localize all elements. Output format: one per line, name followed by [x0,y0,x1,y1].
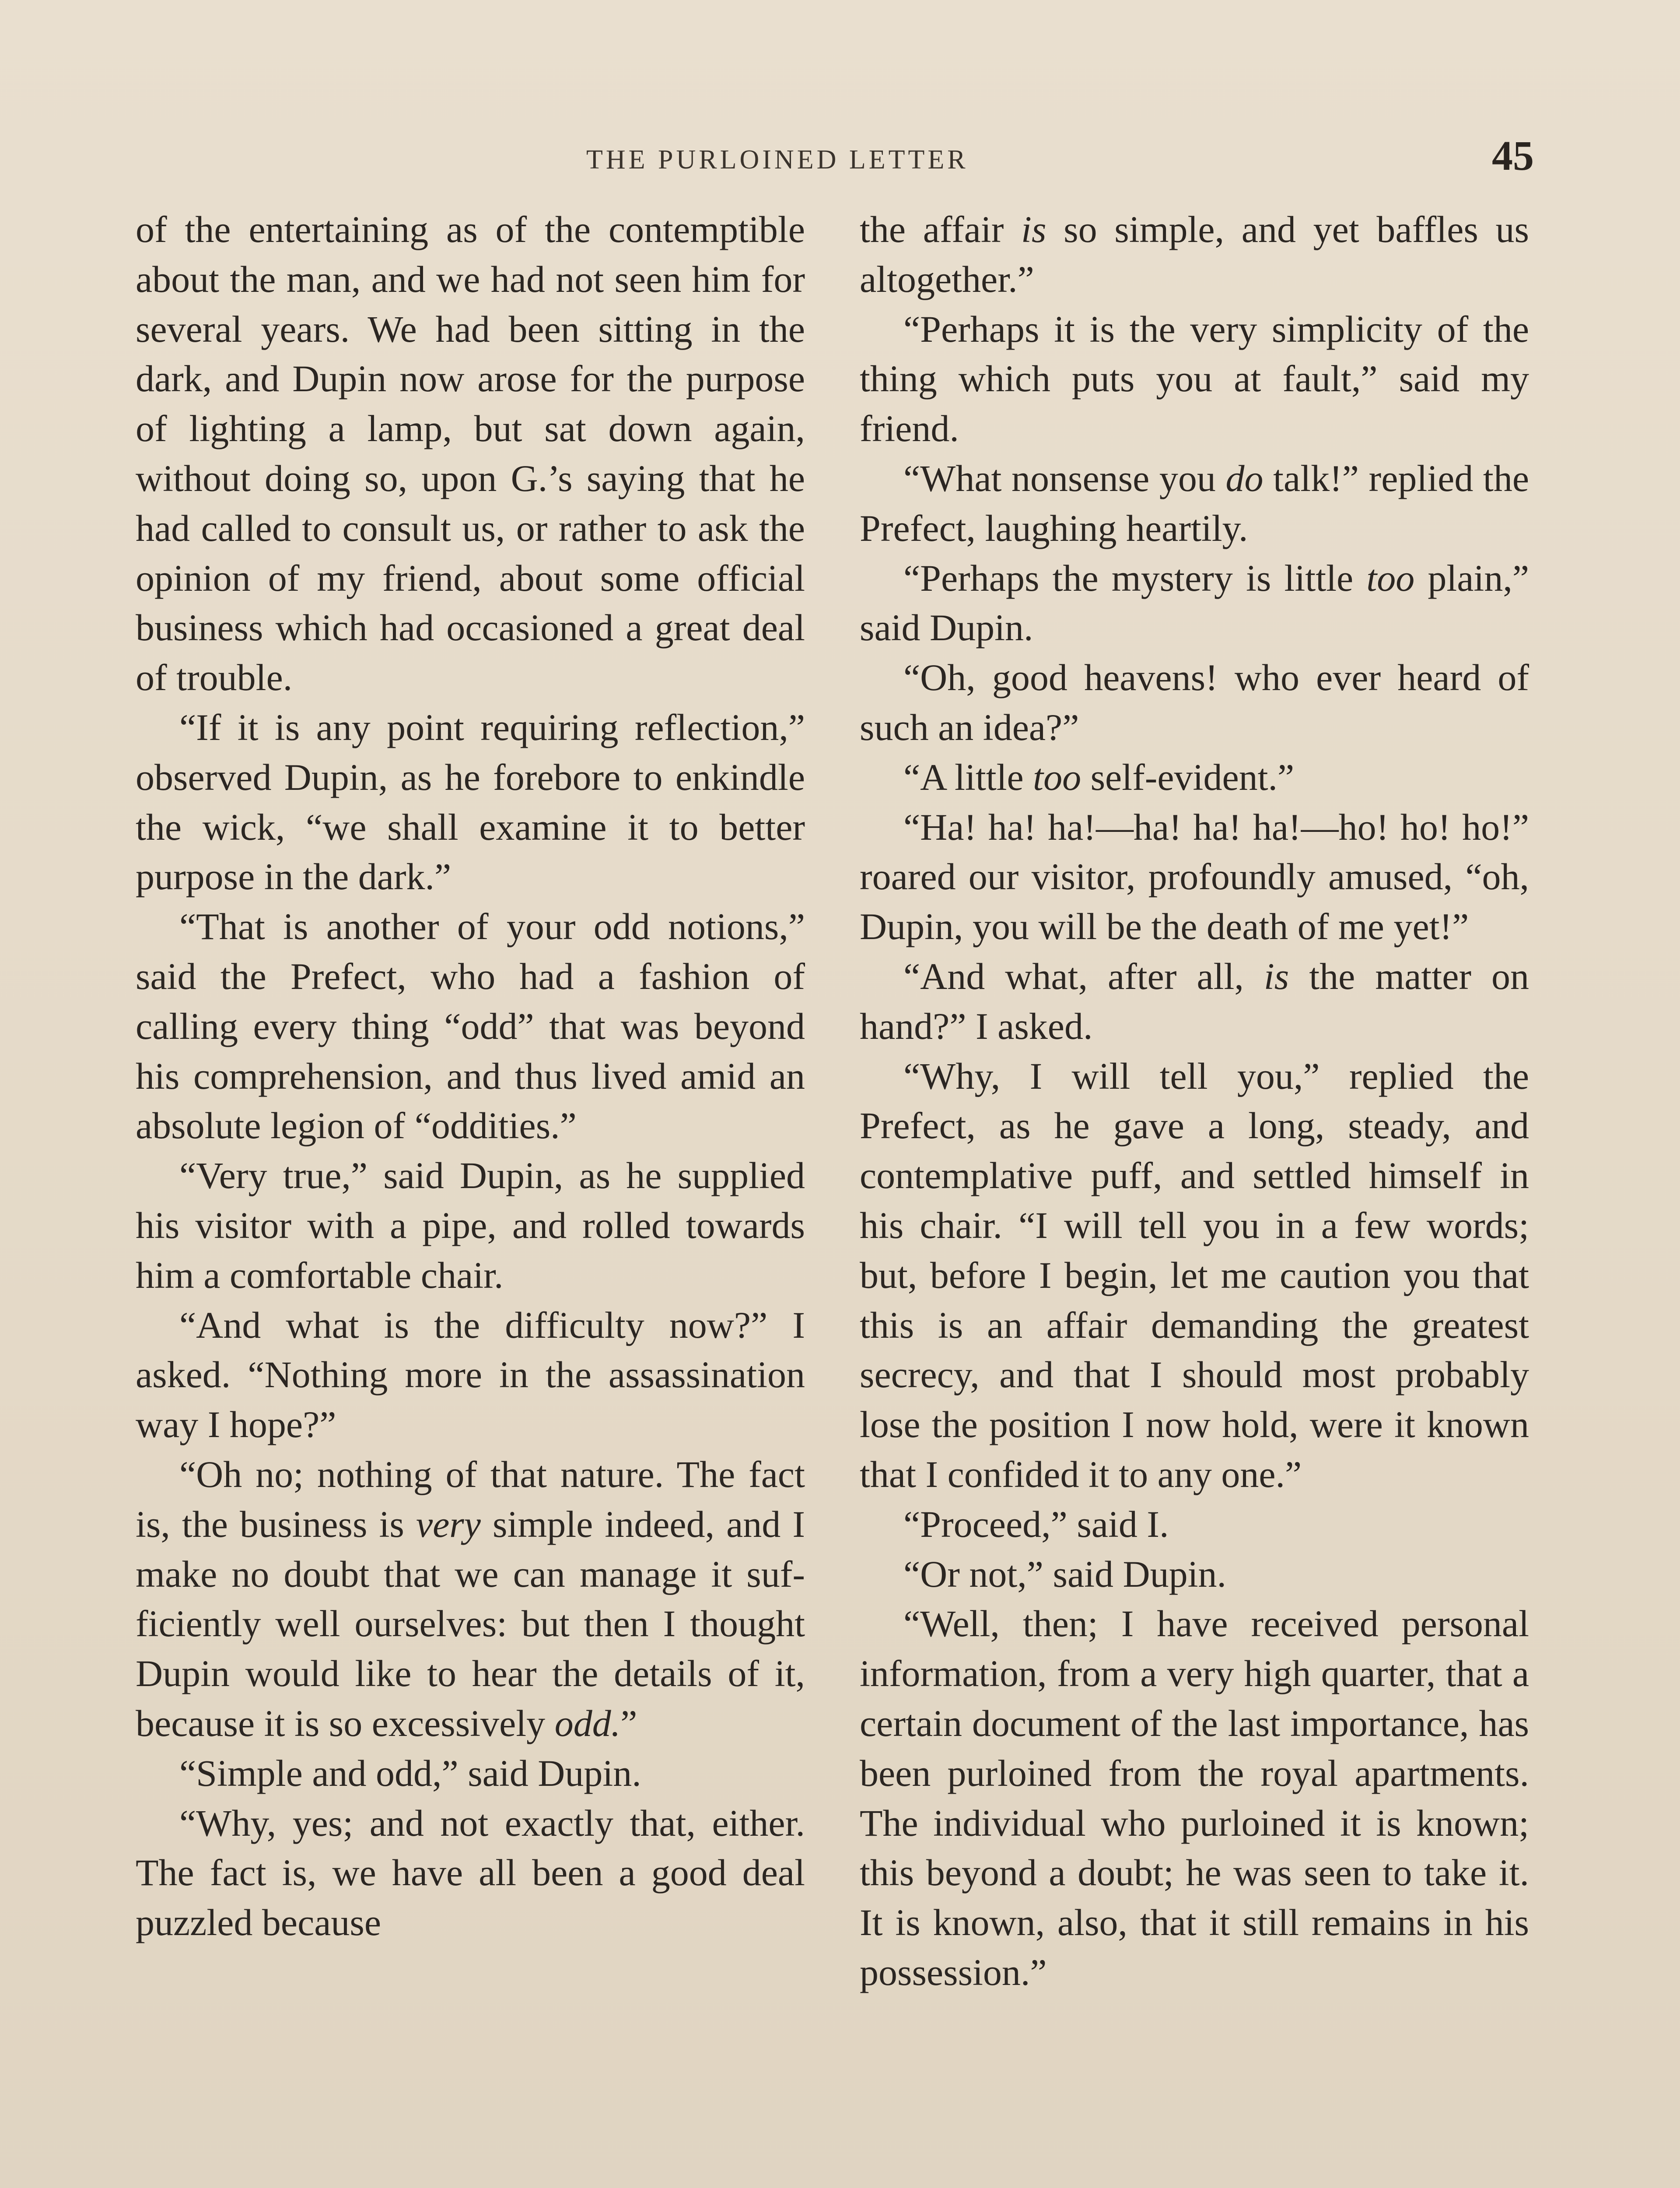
text-run: “Proceed,” said I. [903,1503,1169,1545]
page-number: 45 [1492,132,1534,179]
running-title: THE PURLOINED LETTER [586,145,969,175]
text-run: “What nonsense you [903,457,1226,499]
text-run: “That is another of your odd notions,” said the Prefect, who had a fashion of calling every thing “odd” that was beyond his comprehension, and thus lived amid an absolute legion of “oddities.” [136,905,805,1147]
text-run: plain,” said Dupin. [860,557,1529,649]
italic-emphasis: odd. [554,1702,621,1744]
paragraph [136,902,805,1151]
paragraph [860,305,1529,454]
paragraph [136,703,805,902]
text-run: self-evident.” [1081,756,1295,798]
paragraph [860,554,1529,653]
text-run: “Perhaps the mystery is little [903,557,1367,599]
paragraph [136,1301,805,1450]
paragraph [860,1599,1529,1997]
paragraph [860,803,1529,952]
text-run: of the entertaining as of the contemptible about the man, and we had not seen him for several years. We had been sitting in the dark, and Dupin now arose for the purpose of lighting a lamp, but sat down again, without doing so, upon G.’s saying that he had called to consult us, or rather to ask the opinion of my friend, about some official business which had occasioned a great deal of trouble. [136,208,805,699]
paragraph [860,205,1529,305]
italic-emphasis: too [1033,756,1082,798]
text-run: “Simple and odd,” said Dupin. [179,1752,641,1794]
italic-emphasis: very [416,1503,481,1545]
paragraph [860,952,1529,1052]
paragraph [860,653,1529,753]
text-run: the affair [860,208,1022,250]
text-run: “Perhaps it is the very simplicity of the thing which puts you at fault,” said my friend. [860,308,1529,450]
text-run: “Or not,” said Dupin. [903,1553,1227,1595]
paragraph [860,753,1529,803]
right-text-column [860,205,1529,2188]
text-run: “Why, yes; and not exactly that, either. The fact is, we have all been a good deal puzzled because [136,1802,805,1944]
paragraph [860,1500,1529,1550]
text-run: “Well, then; I have received personal information, from a very high quarter, that a certain document of the last importance, has been purloined from the royal apartments. The individual who purloined it is known; this beyond a doubt; he was seen to take it. It is known, also, that it still remains in his possession.” [860,1602,1529,1993]
paragraph [860,1052,1529,1500]
text-run: the matter on hand?” I asked. [860,955,1529,1047]
text-run: “And what is the difficulty now?” I asked. “Nothing more in the assassination way I hope?” [136,1304,805,1446]
italic-emphasis: is [1264,955,1289,997]
left-text-column [136,205,805,2188]
paragraph [136,1749,805,1799]
italic-emphasis: is [1021,208,1046,250]
text-run: simple indeed, and I make no doubt that we can manage it sufficiently well ourselves: but then I thought Dupin would like to hear the details of it, because it is so excessively [136,1503,805,1744]
paragraph [136,1799,805,1948]
text-run: “And what, after all, [903,955,1264,997]
text-run: “Why, I will tell you,” replied the Prefect, as he gave a long, steady, and contemplative puff, and settled himself in his chair. “I will tell you in a few words; but, before I begin, let me caution you that this is an affair demanding the greatest secrecy, and that I should most probably lose the position I now hold, were it known that I confided it to any one.” [860,1055,1529,1495]
text-run: “Ha! ha! ha!—ha! ha! ha!—ho! ho! ho!” roared our visitor, profoundly amused, “oh, Dupin, you will be the death of me yet!” [860,806,1529,948]
italic-emphasis: too [1366,557,1415,599]
text-run: “Oh no; nothing of that nature. The fact is, the business is [136,1453,805,1545]
paragraph [136,1151,805,1300]
text-run: so simple, and yet baffles us altogether.” [860,208,1529,300]
paragraph [860,454,1529,554]
paragraph [136,205,805,703]
text-run: “If it is any point requiring reflection,” observed Dupin, as he forebore to enkindle the wick, “we shall examine it to better purpose in the dark.” [136,706,805,898]
text-run: “A little [903,756,1033,798]
text-run: talk!” replied the Prefect, laughing heartily. [860,457,1529,549]
text-run: “Oh, good heavens! who ever heard of such an idea?” [860,656,1529,748]
paragraph [860,1550,1529,1599]
italic-emphasis: do [1225,457,1264,499]
paragraph [136,1450,805,1749]
text-run: ” [620,1702,637,1744]
text-run: “Very true,” said Dupin, as he supplied his visitor with a pipe, and rolled towards him a comfortable chair. [136,1154,805,1296]
